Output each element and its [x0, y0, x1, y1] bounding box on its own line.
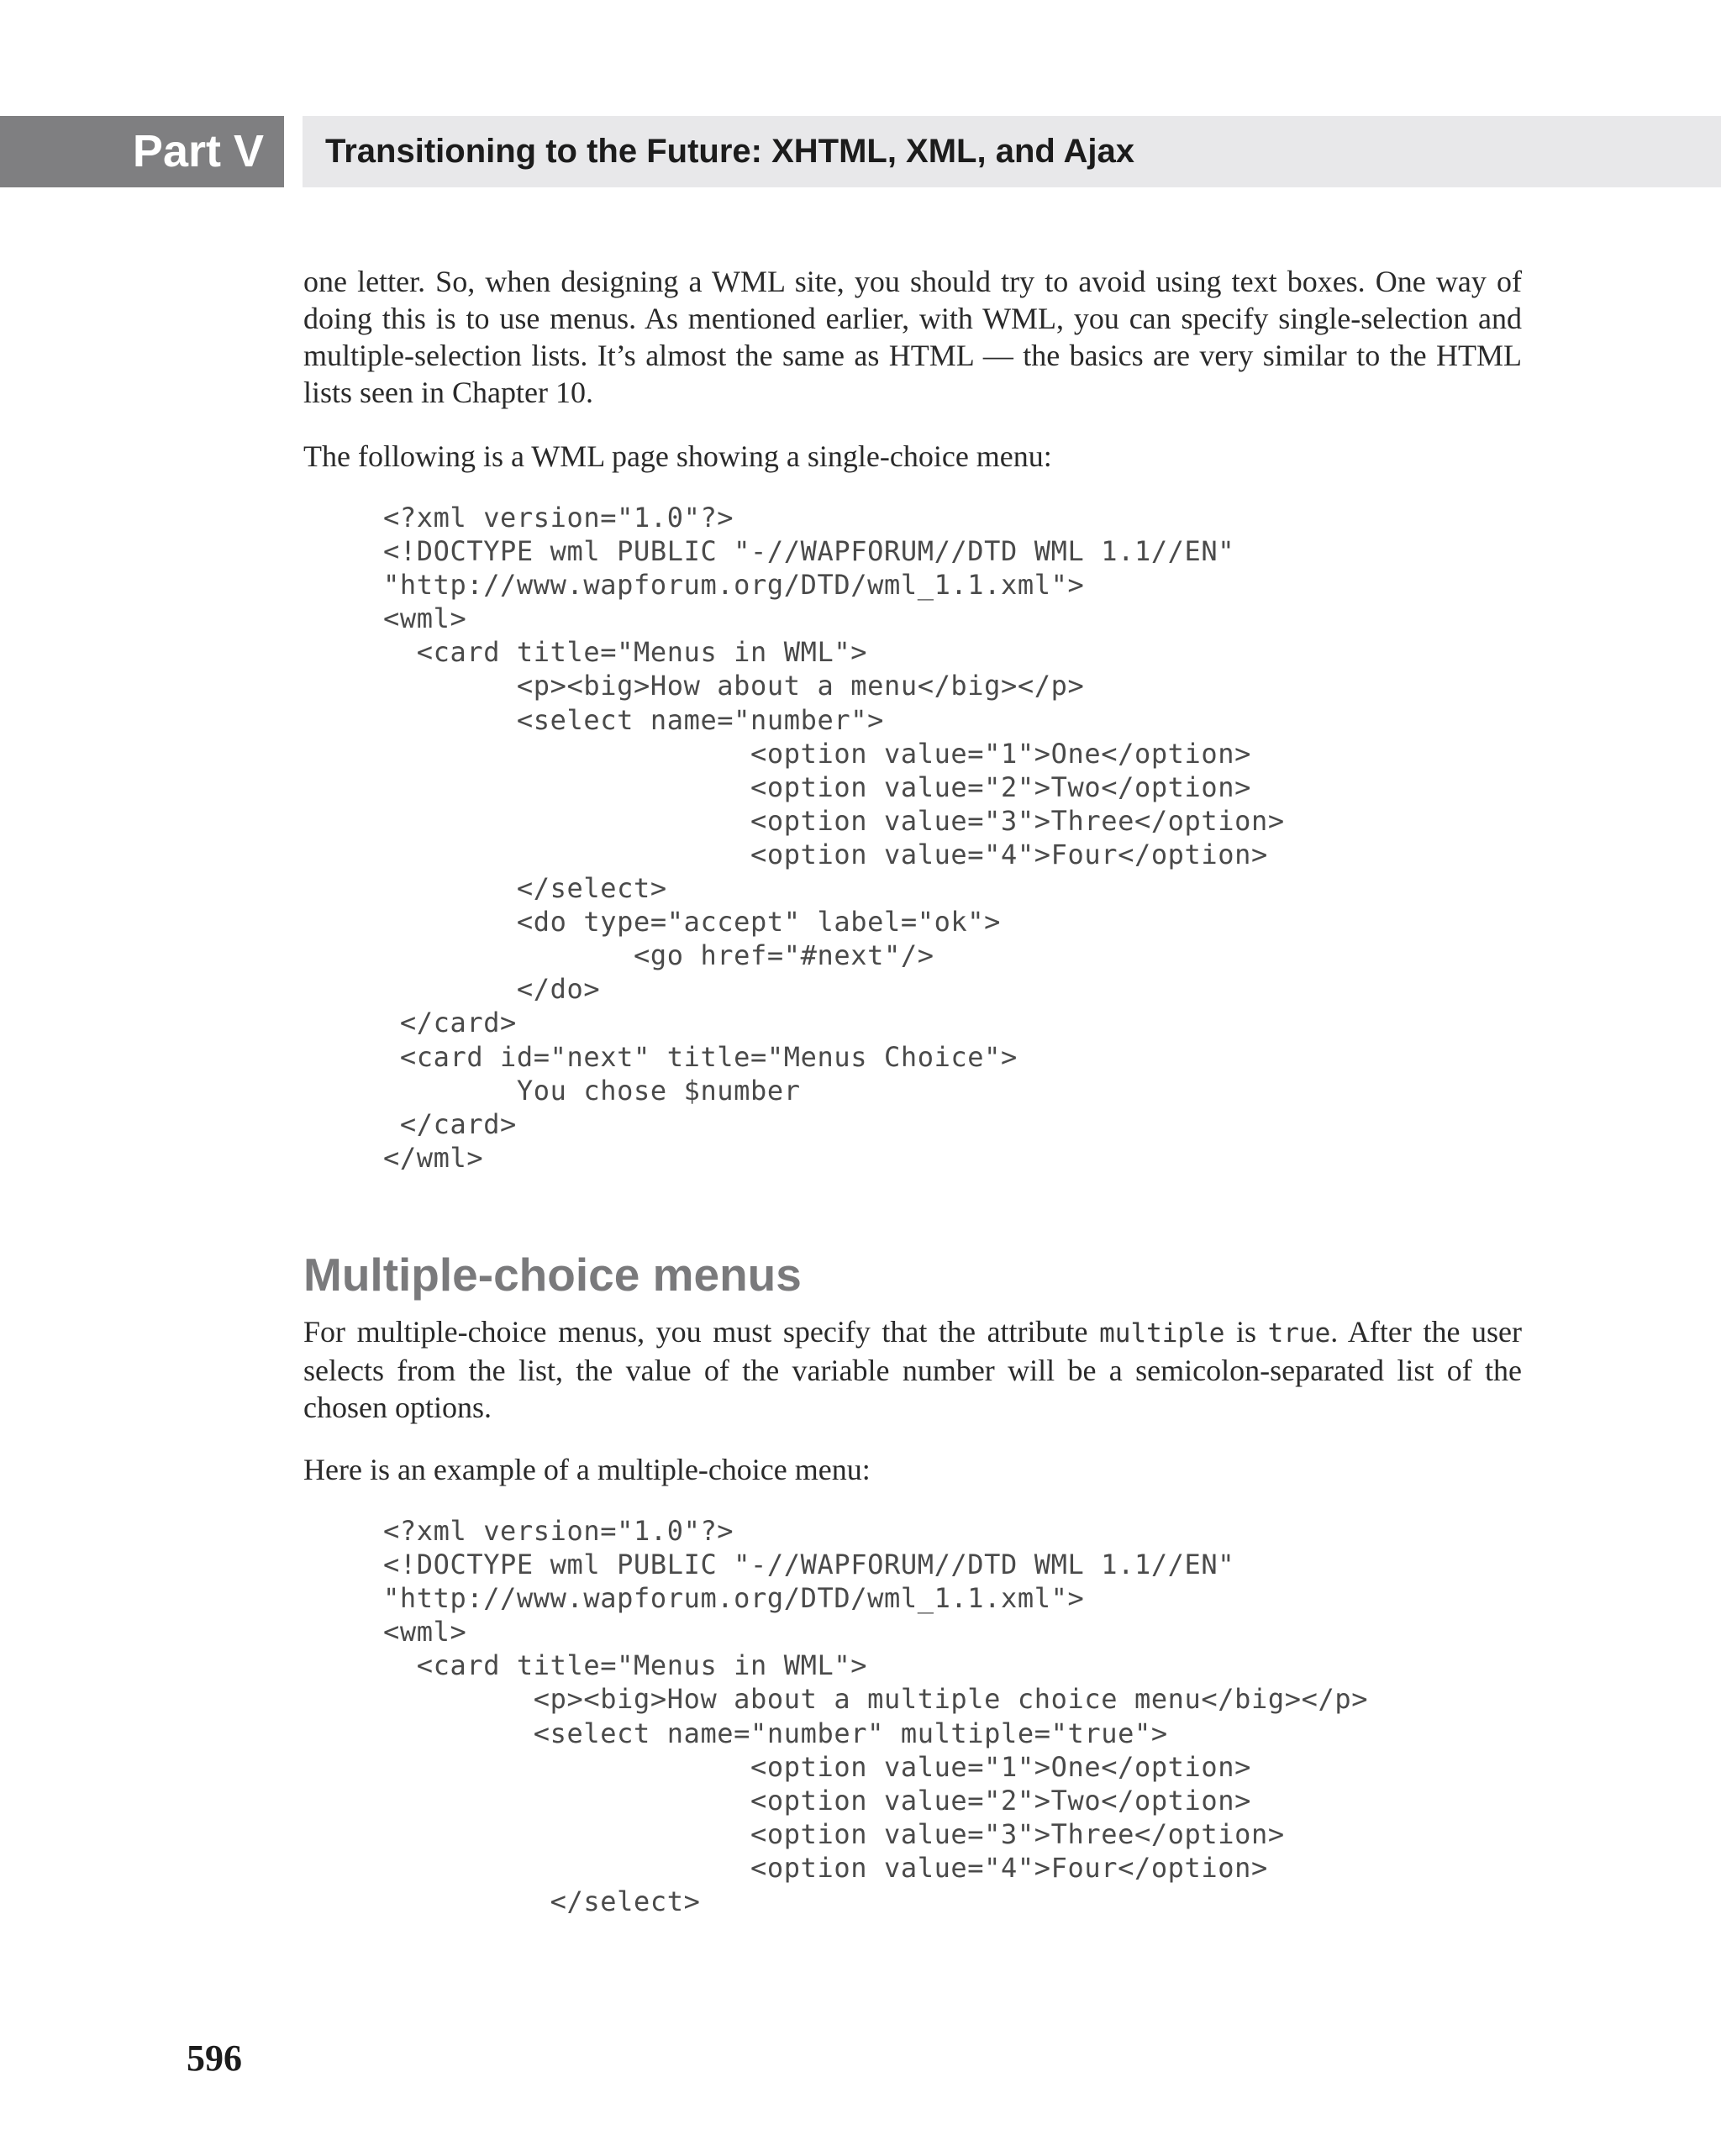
code-line: <option value="2">Two</option>: [383, 1784, 1252, 1817]
single-choice-code-listing: [383, 501, 1285, 1175]
multi-section: [303, 1313, 1522, 1426]
code-line: </wml>: [383, 1141, 484, 1174]
code-line: <option value="1">One</option>: [383, 737, 1252, 770]
code-line: <p><big>How about a multiple choice menu</big></p>: [383, 1683, 1369, 1716]
code-line: <!DOCTYPE wml PUBLIC "-//WAPFORUM//DTD WML 1.1//EN": [383, 1549, 1235, 1581]
multi-intro-section: [303, 1451, 1522, 1488]
code-line: <p><big>How about a menu</big></p>: [383, 670, 1085, 702]
code-line: <option value="3">Three</option>: [383, 1817, 1285, 1850]
code-line: <?xml version="1.0"?>: [383, 502, 734, 534]
page-number: 596: [187, 2038, 242, 2079]
code-line: <option value="3">Three</option>: [383, 804, 1285, 837]
code-line: </do>: [383, 973, 601, 1006]
code-line: <?xml version="1.0"?>: [383, 1515, 734, 1547]
code-line: </card>: [383, 1107, 517, 1140]
code-line: <wml>: [383, 602, 467, 635]
single-intro-section: [303, 438, 1522, 475]
code-line: You chose $number: [383, 1074, 801, 1107]
code-line: <card title="Menus in WML">: [383, 636, 868, 669]
multi-choice-code-listing: [383, 1514, 1368, 1918]
running-title: Transitioning to the Future: XHTML, XML, and Ajax: [303, 116, 1721, 187]
code-line: </select>: [383, 872, 667, 905]
code-line: "http://www.wapforum.org/DTD/wml_1.1.xml">: [383, 569, 1085, 602]
code-line: <select name="number" multiple="true">: [383, 1717, 1168, 1749]
paragraph-text: . After the user selects from the list, the value of the variable number will be a semicolon-separated list of the chosen options.: [303, 1315, 1522, 1424]
paragraph-text: is: [1224, 1315, 1268, 1349]
section-heading: Multiple-choice menus: [303, 1249, 802, 1301]
code-line: <go href="#next"/>: [383, 939, 934, 972]
code-line: <card id="next" title="Menus Choice">: [383, 1040, 1018, 1073]
code-line: <option value="4">Four</option>: [383, 838, 1268, 870]
code-line: <option value="2">Two</option>: [383, 770, 1252, 803]
inline-code: multiple: [1099, 1318, 1225, 1349]
paragraph-text: For multiple-choice menus, you must specify that the attribute: [303, 1315, 1100, 1349]
code-line: <do type="accept" label="ok">: [383, 906, 1002, 939]
code-line: </select>: [383, 1885, 701, 1918]
multi-choice-intro: Here is an example of a multiple-choice menu:: [303, 1453, 871, 1486]
multi-choice-paragraph: [303, 1313, 1522, 1426]
inline-code: true: [1267, 1318, 1331, 1349]
code-line: <select name="number">: [383, 703, 884, 736]
code-line: <option value="1">One</option>: [383, 1750, 1252, 1783]
single-choice-intro: The following is a WML page showing a single-choice menu:: [303, 439, 1052, 473]
code-line: <wml>: [383, 1616, 467, 1649]
part-label: Part V: [0, 116, 284, 187]
code-line: "http://www.wapforum.org/DTD/wml_1.1.xml">: [383, 1582, 1085, 1615]
code-line: <option value="4">Four</option>: [383, 1851, 1268, 1884]
code-line: <!DOCTYPE wml PUBLIC "-//WAPFORUM//DTD WML 1.1//EN": [383, 535, 1235, 568]
intro-paragraph: one letter. So, when designing a WML site, you should try to avoid using text boxes. One way of doing this is to use menus. As mentioned earlier, with WML, you can specify single-selection and multiple-selection lists. It’s almost the same as HTML — the basics are very similar to the HTML lists seen in Chapter 10.: [303, 265, 1522, 409]
code-line: </card>: [383, 1007, 517, 1039]
intro-section: [303, 263, 1522, 411]
code-line: <card title="Menus in WML">: [383, 1649, 868, 1682]
